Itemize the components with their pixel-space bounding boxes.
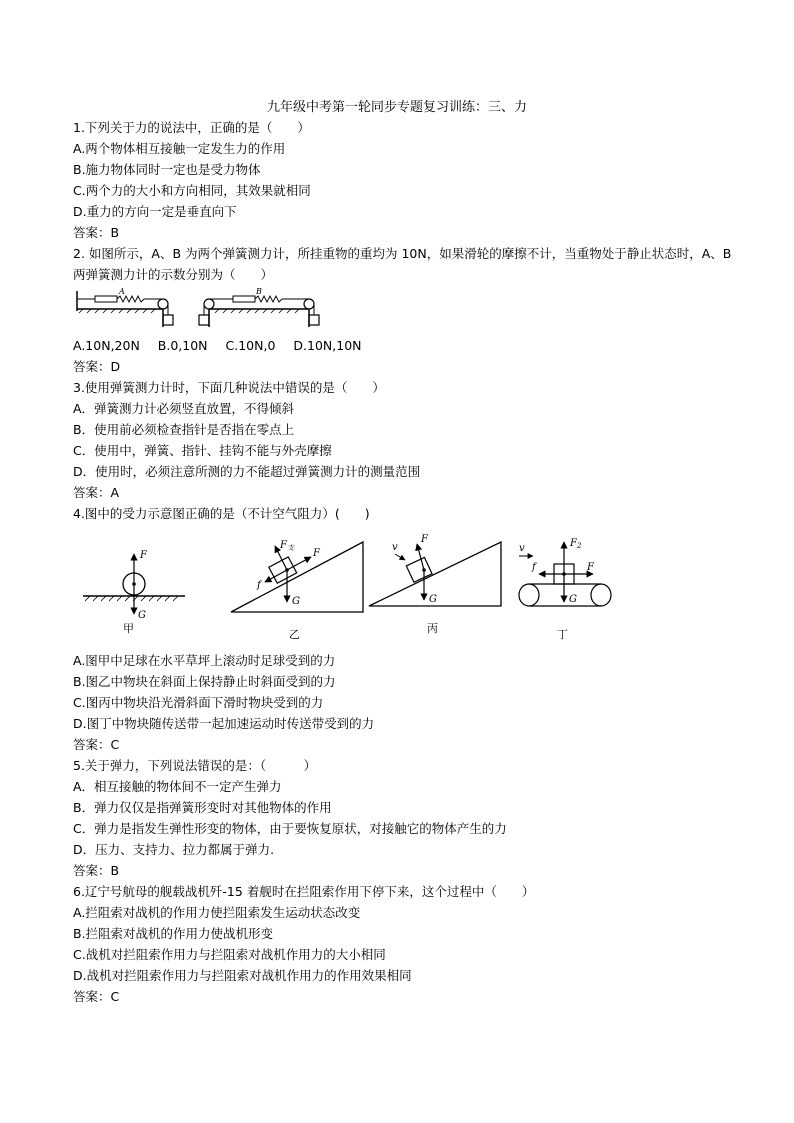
answer: 答案：B bbox=[73, 863, 120, 878]
option-a: A．相互接触的物体间不一定产生弹力 bbox=[73, 779, 282, 794]
answer: 答案：C bbox=[73, 989, 120, 1004]
option-b: B.0,10N bbox=[157, 338, 208, 353]
question-stem: 2. 如图所示，A、B 为两个弹簧测力计，所挂重物的重均为 10N，如果滑轮的摩擦不计，当重物处于静止状态时，A、B 两弹簧测力计的示数分别为（ ） bbox=[73, 246, 732, 282]
label-g: G bbox=[138, 610, 146, 621]
option-c: C.两个力的大小和方向相同，其效果就相同 bbox=[73, 183, 311, 198]
diagram-ding bbox=[519, 538, 611, 641]
label-f2: $F_2$ bbox=[570, 538, 582, 550]
diagram-bing bbox=[369, 534, 501, 635]
options-row bbox=[73, 335, 733, 356]
option-c: C．弹力是指发生弹性形变的物体，由于要恢复原状，对接触它的物体产生的力 bbox=[73, 821, 507, 836]
answer: 答案：A bbox=[73, 485, 120, 500]
label-f: F bbox=[140, 550, 147, 561]
question-list bbox=[73, 117, 733, 1007]
label-f: F bbox=[313, 548, 320, 559]
option-c: C.战机对拦阻索作用力与拦阻索对战机作用力的大小相同 bbox=[73, 947, 386, 962]
option-b: B.拦阻索对战机的作用力使战机形变 bbox=[73, 926, 274, 941]
caption-jia: 甲 bbox=[123, 622, 134, 635]
option-d: D.战机对拦阻索作用力与拦阻索对战机作用力的作用效果相同 bbox=[73, 968, 412, 983]
label-v: v bbox=[392, 542, 398, 553]
option-a: A.拦阻索对战机的作用力使拦阻索发生运动状态改变 bbox=[73, 905, 361, 920]
question-4 bbox=[73, 503, 733, 755]
answer: 答案：B bbox=[73, 225, 120, 240]
question-stem: 6.辽宁号航母的舰载战机歼-15 着舰时在拦阻索作用下停下来，这个过程中（ ） bbox=[73, 884, 535, 899]
option-b: B．使用前必须检查指针是否指在零点上 bbox=[73, 422, 295, 437]
diagram-jia bbox=[83, 550, 185, 635]
question-stem: 4.图中的受力示意图正确的是（不计空气阻力）( ) bbox=[73, 506, 370, 521]
spring-scale-figure bbox=[73, 287, 333, 331]
label-f: F bbox=[421, 534, 428, 545]
system-b bbox=[199, 287, 319, 327]
option-a: A．弹簧测力计必须竖直放置，不得倾斜 bbox=[73, 401, 295, 416]
option-d: D．使用时，必须注意所测的力不能超过弹簧测力计的测量范围 bbox=[73, 464, 421, 479]
diagram-yi bbox=[231, 540, 363, 641]
label-friction: f bbox=[257, 580, 261, 591]
caption-ding: 丁 bbox=[557, 628, 568, 641]
label-g: G bbox=[429, 594, 437, 605]
option-b: B．弹力仅仅是指弹簧形变时对其他物体的作用 bbox=[73, 800, 332, 815]
question-3 bbox=[73, 377, 733, 503]
option-c: C．使用中，弹簧、指针、挂钩不能与外壳摩擦 bbox=[73, 443, 332, 458]
question-2 bbox=[73, 243, 733, 377]
question-6 bbox=[73, 881, 733, 1007]
option-a: A.10N,20N bbox=[73, 338, 140, 353]
option-b: B.图乙中物块在斜面上保持静止时斜面受到的力 bbox=[73, 674, 336, 689]
question-stem: 1.下列关于力的说法中，正确的是（ ） bbox=[73, 120, 310, 135]
answer: 答案：C bbox=[73, 737, 120, 752]
caption-yi: 乙 bbox=[289, 628, 300, 641]
option-c: C.10N,0 bbox=[225, 338, 276, 353]
option-d: D.图丁中物块随传送带一起加速运动时传送带受到的力 bbox=[73, 716, 375, 731]
option-d: D．压力、支持力、拉力都属于弹力. bbox=[73, 842, 275, 857]
label-g: G bbox=[292, 596, 300, 607]
label-f: F bbox=[587, 562, 594, 573]
question-5 bbox=[73, 755, 733, 881]
label-g: G bbox=[569, 594, 577, 605]
page-title: 九年级中考第一轮同步专题复习训练：三、力 bbox=[266, 100, 527, 115]
label-v: v bbox=[519, 543, 525, 554]
answer: 答案：D bbox=[73, 359, 121, 374]
label-a: A bbox=[119, 287, 125, 296]
option-d: D.重力的方向一定是垂直向下 bbox=[73, 204, 237, 219]
option-a: A.图甲中足球在水平草坪上滚动时足球受到的力 bbox=[73, 653, 336, 668]
option-d: D.10N,10N bbox=[293, 338, 362, 353]
question-1 bbox=[73, 117, 733, 243]
label-friction: f bbox=[532, 562, 536, 573]
label-f-support: $F_支$ bbox=[280, 540, 294, 552]
option-b: B.施力物体同时一定也是受力物体 bbox=[73, 162, 261, 177]
system-a bbox=[77, 287, 173, 327]
force-diagram-figure bbox=[73, 530, 633, 646]
caption-bing: 丙 bbox=[427, 622, 438, 635]
option-a: A.两个物体相互接触一定发生力的作用 bbox=[73, 141, 286, 156]
question-stem: 5.关于弹力，下列说法错误的是：（ ） bbox=[73, 758, 317, 773]
option-c: C.图丙中物块沿光滑斜面下滑时物块受到的力 bbox=[73, 695, 324, 710]
label-b: B bbox=[256, 287, 262, 296]
question-stem: 3.使用弹簧测力计时，下面几种说法中错误的是（ ） bbox=[73, 380, 385, 395]
